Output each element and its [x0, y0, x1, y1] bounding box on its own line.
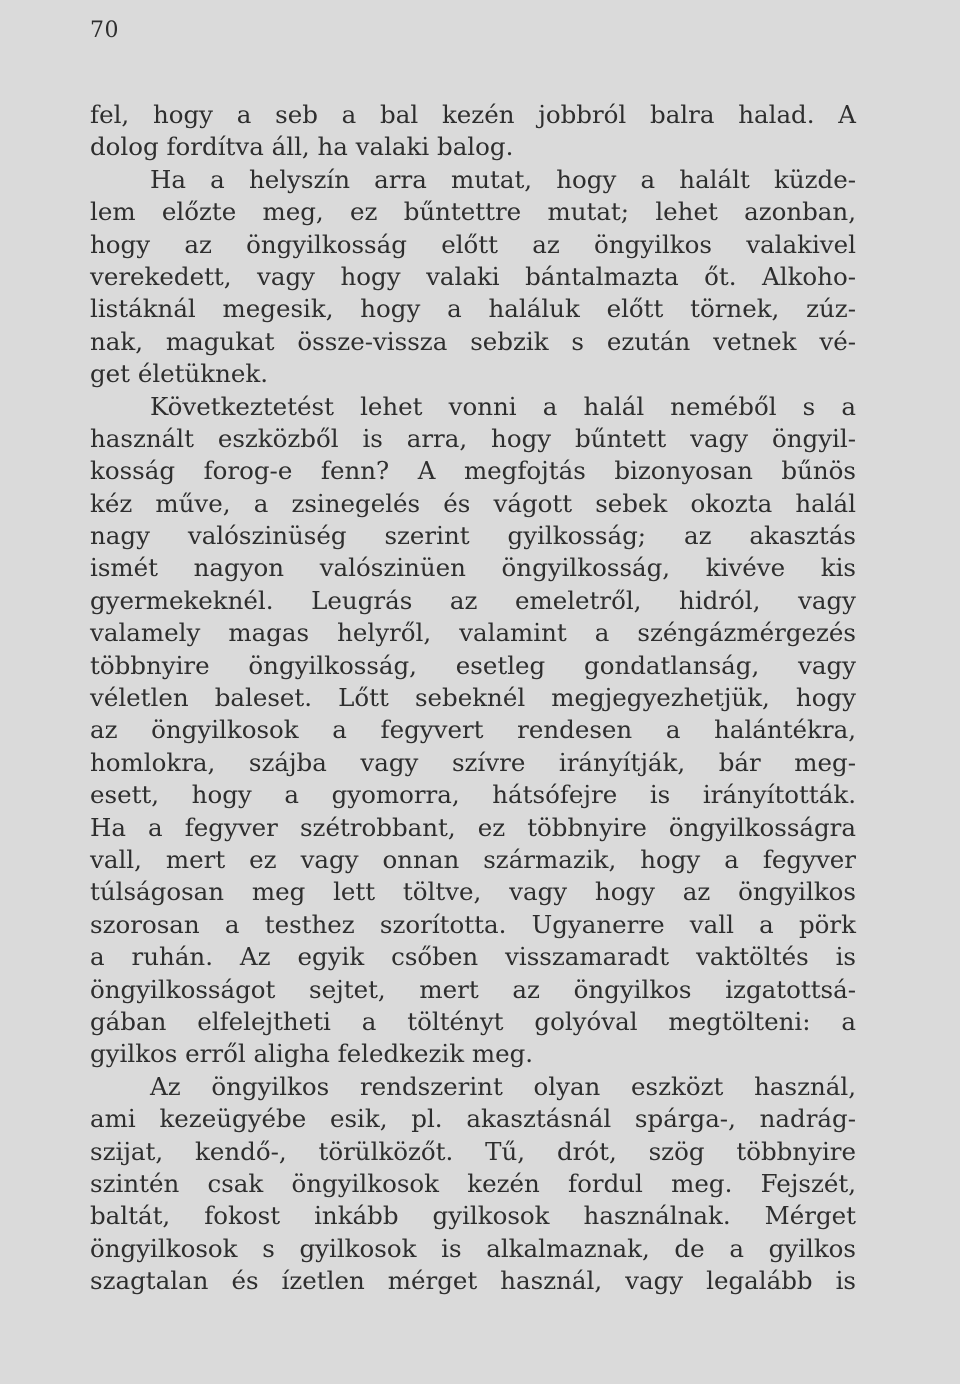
text-line: ismét nagyon valószinüen öngyilkosság, kivéve kis [90, 553, 856, 583]
page-number: 70 [90, 18, 119, 43]
text-line: esett, hogy a gyomorra, hátsófejre is irányították. [90, 780, 856, 810]
text-line: nak, magukat össze-vissza sebzik s ezután vetnek vé- [90, 326, 856, 356]
text-line: használt eszközből is arra, hogy bűntett vagy öngyil- [90, 423, 856, 453]
text-line: nagy valószinüség szerint gyilkosság; az akasztás [90, 521, 856, 551]
text-line: verekedett, vagy hogy valaki bántalmazta őt. Alkoho- [90, 261, 856, 291]
text-line: túlságosan meg lett töltve, vagy hogy az öngyilkos [90, 877, 856, 907]
text-line: ami kezeügyébe esik, pl. akasztásnál spárga-, nadrág- [90, 1104, 856, 1134]
text-line: többnyire öngyilkosság, esetleg gondatlanság, vagy [90, 650, 856, 680]
text-line: szorosan a testhez szorította. Ugyanerre vall a pörk [90, 909, 856, 939]
text-line: gában elfelejtheti a töltényt golyóval megtölteni: a [90, 1006, 856, 1036]
text-line: get életüknek. [90, 359, 269, 389]
text-line: lem előzte meg, ez bűntettre mutat; lehet azonban, [90, 197, 856, 227]
text-line: Ha a helyszín arra mutat, hogy a halált küzde- [150, 164, 856, 194]
text-line: vall, mert ez vagy onnan származik, hogy a fegyver [90, 844, 856, 874]
text-line: baltát, fokost inkább gyilkosok használnak. Mérget [90, 1201, 856, 1231]
text-line: valamely magas helyről, valamint a széngázmérgezés [90, 618, 856, 648]
text-line: szagtalan és ízetlen mérget használ, vagy legalább is [90, 1266, 856, 1296]
text-line: öngyilkosságot sejtet, mert az öngyilkos izgatottsá- [90, 974, 856, 1004]
text-line: szijat, kendő-, törülközőt. Tű, drót, szög többnyire [90, 1136, 856, 1166]
text-line: gyilkos erről aligha feledkezik meg. [90, 1039, 534, 1069]
text-line: szintén csak öngyilkosok kezén fordul meg. Fejszét, [90, 1168, 856, 1198]
text-line: kéz műve, a zsinegelés és vágott sebek okozta halál [90, 488, 856, 518]
text-line: listáknál megesik, hogy a haláluk előtt törnek, zúz- [90, 294, 856, 324]
text-line: hogy az öngyilkosság előtt az öngyilkos valakivel [90, 229, 856, 259]
text-line: Az öngyilkos rendszerint olyan eszközt használ, [150, 1071, 856, 1101]
text-line: öngyilkosok s gyilkosok is alkalmaznak, de a gyilkos [90, 1233, 856, 1263]
text-line: az öngyilkosok a fegyvert rendesen a halántékra, [90, 715, 856, 745]
text-line: homlokra, szájba vagy szívre irányítják, bár meg- [90, 747, 856, 777]
text-line: Következtetést lehet vonni a halál neméből s a [150, 391, 856, 421]
text-line: dolog fordítva áll, ha valaki balog. [90, 132, 514, 162]
text-line: Ha a fegyver szétrobbant, ez többnyire öngyilkosságra [90, 812, 856, 842]
text-line: a ruhán. Az egyik csőben visszamaradt vaktöltés is [90, 942, 856, 972]
text-line: kosság forog-e fenn? A megfojtás bizonyosan bűnös [90, 456, 856, 486]
text-line: véletlen baleset. Lőtt sebeknél megjegyezhetjük, hogy [90, 683, 856, 713]
text-line: gyermekeknél. Leugrás az emeletről, hidról, vagy [90, 585, 856, 615]
body-text [90, 99, 856, 1297]
text-line: fel, hogy a seb a bal kezén jobbról balra halad. A [90, 100, 856, 129]
